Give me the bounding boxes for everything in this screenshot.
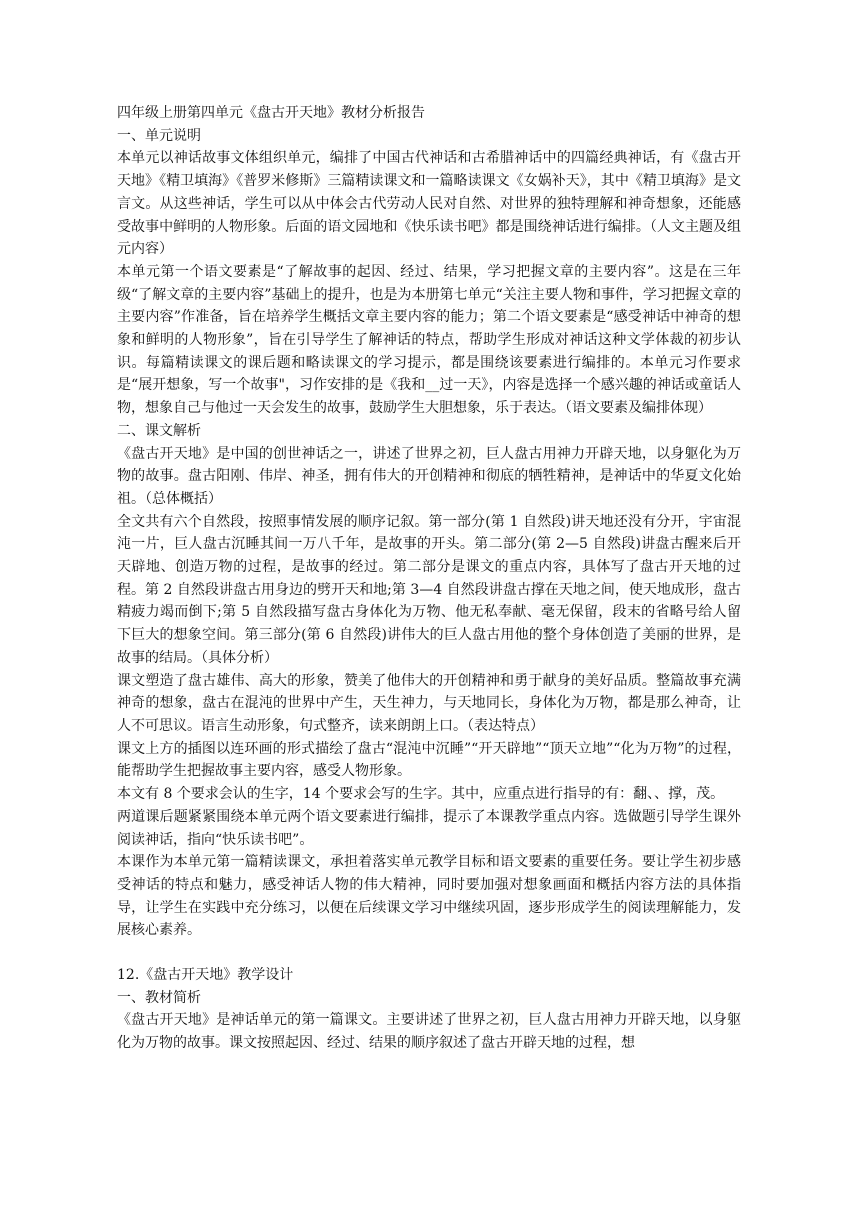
paragraph: 《盘古开天地》是中国的创世神话之一，讲述了世界之初，巨人盘古用神力开辟天地，以身躯化为万物的故事。盘古阳刚、伟岸、神圣，拥有伟大的开创精神和彻底的牺牲精神，是神话中的华夏文化始祖。（总体概括） <box>117 445 741 507</box>
paragraph: 课文上方的插图以连环画的形式描绘了盘古“混沌中沉睡”“开天辟地”“顶天立地”“化为万物”的过程，能帮助学生把握故事主要内容，感受人物形象。 <box>117 740 741 780</box>
paragraph: 全文共有六个自然段，按照事情发展的顺序记叙。第一部分(第 1 自然段)讲天地还没有分开，宇宙混沌一片，巨人盘古沉睡其间一万八千年，是故事的开头。第二部分(第 2—5 自然段)讲盘古醒来后开天辟地、创造万物的过程，是故事的经过。第二部分是课文的重点内容，具体写了盘古开天地的过程。第 2 自然段讲盘古用身边的劈开天和地;第 3—4 自然段讲盘古撑在天地之间，使天地成形，盘古精疲力竭而倒下;第 5 自然段描写盘古身体化为万物、他无私奉献、毫无保留，段末的省略号给人留下巨大的想象空间。第三部分(第 6 自然段)讲伟大的巨人盘古用他的整个身体创造了美丽的世界，是故事的结局。（具体分析） <box>117 513 741 666</box>
paragraph: 本课作为本单元第一篇精读课文，承担着落实单元教学目标和语文要素的重要任务。要让学生初步感受神话的特点和魅力，感受神话人物的伟大精神，同时要加强对想象画面和概括内容方法的具体指导，让学生在实践中充分练习，以便在后续课文学习中继续巩固，逐步形成学生的阅读理解能力，发展核心素养。 <box>117 854 741 939</box>
section-heading-unit: 一、单元说明 <box>117 127 201 144</box>
document-page <box>117 102 741 1055</box>
section-heading-text-analysis: 二、课文解析 <box>117 422 201 439</box>
paragraph: 《盘古开天地》是神话单元的第一篇课文。主要讲述了世界之初，巨人盘古用神力开辟天地，以身躯化为万物的故事。课文按照起因、经过、结果的顺序叙述了盘古开辟天地的过程，想 <box>117 1012 741 1052</box>
design-title: 12.《盘古开天地》教学设计 <box>117 967 294 984</box>
paragraph: 课文塑造了盘古雄伟、高大的形象，赞美了他伟大的开创精神和勇于献身的美好品质。整篇故事充满神奇的想象，盘古在混沌的世界中产生，天生神力，与天地同长，身体化为万物，都是那么神奇，让人不可思议。语言生动形象，句式整齐，读来朗朗上口。（表达特点） <box>117 672 741 734</box>
paragraph: 本单元以神话故事文体组织单元，编排了中国古代神话和古希腊神话中的四篇经典神话，有《盘古开天地》《精卫填海》《普罗米修斯》三篇精读课文和一篇略读课文《女娲补天》，其中《精卫填海》是文言文。从这些神话，学生可以从中体会古代劳动人民对自然、对世界的独特理解和神奇想象，还能感受故事中鲜明的人物形象。后面的语文园地和《快乐读书吧》都是围绕神话进行编排。（人文主题及组元内容） <box>117 150 741 258</box>
paragraph: 本文有 8 个要求会认的生字，14 个要求会写的生字。其中，应重点进行指导的有：翻、、撑，茂。 <box>117 786 725 803</box>
section-heading-material: 一、教材简析 <box>117 989 201 1006</box>
document-title: 四年级上册第四单元《盘古开天地》教材分析报告 <box>117 105 425 121</box>
blank-line <box>117 942 741 964</box>
paragraph: 两道课后题紧紧围绕本单元两个语文要素进行编排，提示了本课教学重点内容。选做题引导学生课外阅读神话，指向“快乐读书吧”。 <box>117 808 741 848</box>
paragraph: 本单元第一个语文要素是“了解故事的起因、经过、结果，学习把握文章的主要内容”。这是在三年级“了解文章的主要内容”基础上的提升，也是为本册第七单元“关注主要人物和事件，学习把握文章的主要内容”作准备，旨在培养学生概括文章主要内容的能力；第二个语文要素是“感受神话中神奇的想象和鲜明的人物形象”，旨在引导学生了解神话的特点，帮助学生形成对神话这种文学体裁的初步认识。每篇精读课文的课后题和略读课文的学习提示，都是围绕该要素进行编排的。本单元习作要求是“展开想象，写一个故事"，习作安排的是《我和__过一天》，内容是选择一个感兴趣的神话或童话人物，想象自己与他过一天会发生的故事，鼓励学生大胆想象，乐于表达。（语文要素及编排体现） <box>117 263 741 417</box>
